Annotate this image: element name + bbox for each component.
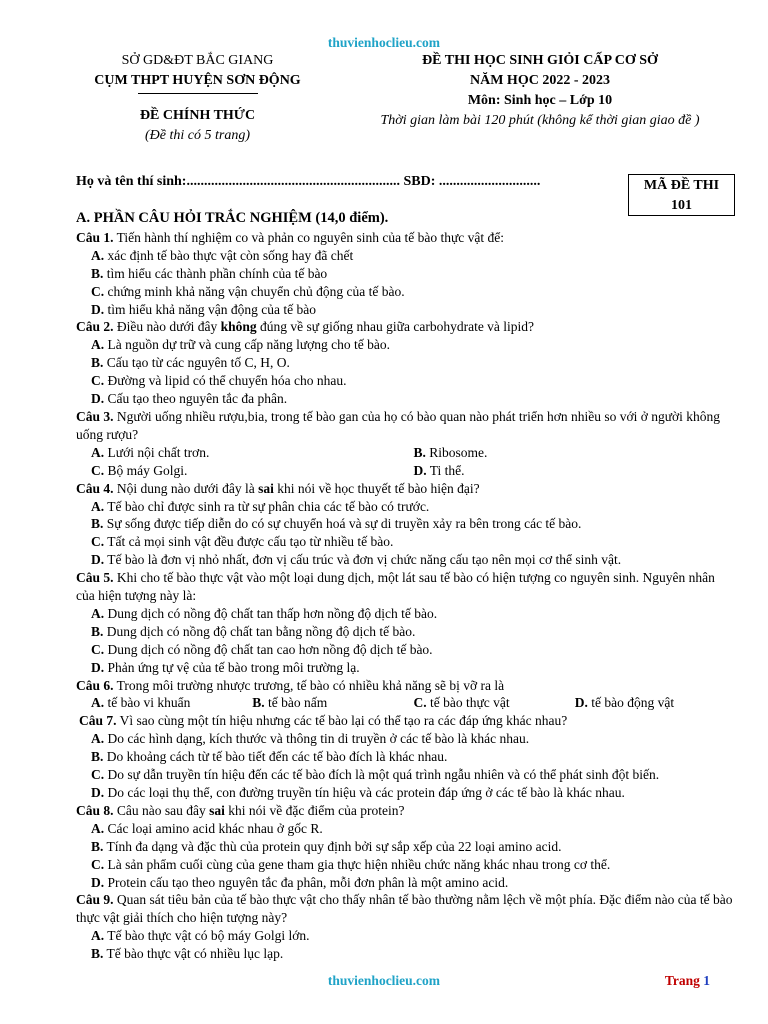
option-letter: C. xyxy=(91,534,105,550)
exam-code-value: 101 xyxy=(671,198,692,213)
option-c xyxy=(76,641,736,659)
option-text: Là sản phẩm cuối cùng của gene tham gia thực hiện nhiều chức năng khác nhau trong cơ thể. xyxy=(104,856,611,872)
option-d xyxy=(76,784,736,802)
option-letter: B. xyxy=(91,623,104,639)
option-a xyxy=(76,927,736,945)
option-text: tế bào nấm xyxy=(264,695,328,711)
option-text: tế bào thực vật xyxy=(426,695,510,711)
option-letter: C. xyxy=(91,767,105,783)
question-text: Điều nào dưới đây xyxy=(113,319,221,335)
option-d xyxy=(76,301,736,319)
options-row xyxy=(76,444,736,462)
option-text: Tất cả mọi sinh vật đều được cấu tạo từ nhiều tế bào. xyxy=(104,534,394,550)
option-b xyxy=(76,515,736,533)
question-label: Câu 2. xyxy=(76,319,114,335)
option-letter: C. xyxy=(91,856,105,872)
option-b xyxy=(76,945,736,963)
exam-code-label: MÃ ĐỀ THI xyxy=(643,178,720,193)
option-a xyxy=(76,730,736,748)
page-label: Trang xyxy=(664,973,700,988)
option-text: Dung dịch có nồng độ chất tan thấp hơn nồng độ dịch tế bào. xyxy=(104,605,438,621)
option-b xyxy=(252,694,413,712)
question-text: khi nói về học thuyết tế bào hiện đại? xyxy=(273,480,480,496)
option-d xyxy=(76,659,736,677)
header-left xyxy=(70,51,325,146)
option-text: Tế bào chỉ được sinh ra từ sự phân chia các tế bào có trước. xyxy=(104,498,430,514)
option-letter: D. xyxy=(91,391,105,407)
option-text: Do khoảng cách từ tế bào tiết đến các tế bào đích là khác nhau. xyxy=(103,749,448,765)
question-2 xyxy=(76,318,736,336)
question-text: Người uống nhiều rượu,bia, trong tế bào gan của họ có bào quan nào phát triển hơn nhiều so với ở người không uống rượu? xyxy=(76,408,721,442)
option-a xyxy=(76,247,736,265)
official-label: ĐỀ CHÍNH THỨC xyxy=(139,108,256,123)
option-text: Tế bào là đơn vị nhỏ nhất, đơn vị cấu trúc và đơn vị chức năng cấu tạo nên mọi cơ thể sinh vật. xyxy=(104,552,622,568)
option-text: Bộ máy Golgi. xyxy=(104,462,188,478)
option-letter: B. xyxy=(413,444,426,460)
question-text: đúng về sự giống nhau giữa carbohydrate và lipid? xyxy=(256,319,535,335)
option-text: Phản ứng tự vệ của tế bào trong môi trường lạ. xyxy=(104,659,360,675)
question-text: Trong môi trường nhược trương, tế bào có nhiều khả năng sẽ bị vỡ ra là xyxy=(113,677,505,693)
question-label: Câu 5. xyxy=(76,570,114,586)
question-5 xyxy=(76,569,736,605)
subject: Môn: Sinh học – Lớp 10 xyxy=(467,93,613,108)
option-text: Tế bào thực vật có bộ máy Golgi lớn. xyxy=(104,928,310,944)
option-c xyxy=(76,856,736,874)
option-b xyxy=(414,444,737,462)
option-a xyxy=(76,820,736,838)
option-letter: A. xyxy=(91,337,105,353)
watermark-top[interactable]: thuvienhoclieu.com xyxy=(327,35,441,50)
question-text: khi nói về đặc điểm của protein? xyxy=(224,802,405,818)
option-b xyxy=(76,354,736,372)
option-text: Lưới nội chất trơn. xyxy=(104,444,210,460)
question-7 xyxy=(76,712,736,730)
question-text: Quan sát tiêu bản của tế bào thực vật cho thấy nhân tế bào thường nằm lệch về một phía. Đặc điểm nào của tế bào thực vật giải thích cho hiện tượng này? xyxy=(76,892,733,926)
option-d xyxy=(76,551,736,569)
option-text: Là nguồn dự trữ và cung cấp năng lượng cho tế bào. xyxy=(104,337,391,353)
question-text: Khi cho tế bào thực vật vào một loại dung dịch, một lát sau tế bào có hiện tượng co nguyên sinh. Nguyên nhân của hiện tượng này là: xyxy=(76,570,715,604)
option-text: Do các loại thụ thể, con đường truyền tín hiệu và các protein đáp ứng ở các tế bào là khác nhau. xyxy=(104,785,625,800)
question-label: Câu 9. xyxy=(76,892,114,908)
option-letter: B. xyxy=(91,749,104,765)
candidate-info-line: Họ và tên thí sinh:............................................................. SBD: ............................. xyxy=(76,174,541,189)
question-label: Câu 6. xyxy=(76,677,114,693)
question-1 xyxy=(76,229,736,247)
option-c xyxy=(76,283,736,301)
option-b xyxy=(76,838,736,856)
question-emphasis: không xyxy=(220,319,257,335)
question-text: Nội dung nào dưới đây là xyxy=(113,480,259,496)
option-letter: A. xyxy=(91,498,105,514)
option-letter: C. xyxy=(91,641,105,657)
option-text: Protein cấu tạo theo nguyên tắc đa phân, mỗi đơn phân là một amino acid. xyxy=(104,874,509,890)
option-text: tế bào vi khuẩn xyxy=(104,695,191,711)
question-4 xyxy=(76,480,736,498)
option-text: Sự sống được tiếp diễn do có sự chuyển hoá và sự di truyền xảy ra bên trong các tế bào. xyxy=(103,516,582,532)
question-text: Vì sao cùng một tín hiệu nhưng các tế bào lại có thể tạo ra các đáp ứng khác nhau? xyxy=(116,713,568,729)
option-letter: B. xyxy=(91,265,104,281)
question-9 xyxy=(76,891,736,927)
option-letter: D. xyxy=(91,874,105,890)
option-b xyxy=(76,623,736,641)
options-row xyxy=(76,694,736,712)
option-letter: D. xyxy=(574,695,588,711)
question-3 xyxy=(76,408,736,444)
option-c xyxy=(414,694,575,712)
option-letter: B. xyxy=(91,838,104,854)
option-text: tìm hiểu khả năng vận động của tế bào xyxy=(104,301,316,317)
time-limit: Thời gian làm bài 120 phút (không kể thời gian giao đề ) xyxy=(380,113,700,128)
option-text: Các loại amino acid khác nhau ở gốc R. xyxy=(104,820,323,836)
option-text: Đường và lipid có thể chuyển hóa cho nhau. xyxy=(104,373,347,389)
question-text: Câu nào sau đây xyxy=(113,802,210,818)
option-a xyxy=(76,336,736,354)
option-letter: D. xyxy=(91,659,105,675)
option-letter: A. xyxy=(91,695,105,711)
option-text: Tính đa dạng và đặc thù của protein quy định bởi sự sắp xếp của 22 loại amino acid. xyxy=(103,838,562,854)
option-a xyxy=(91,444,414,462)
option-letter: B. xyxy=(252,695,265,711)
watermark-bottom[interactable]: thuvienhoclieu.com xyxy=(327,973,441,988)
question-emphasis: sai xyxy=(209,802,225,818)
option-c xyxy=(91,462,414,480)
option-letter: D. xyxy=(91,301,105,317)
option-d xyxy=(76,390,736,408)
question-8 xyxy=(76,802,736,820)
question-label: Câu 3. xyxy=(76,408,114,424)
option-text: Ribosome. xyxy=(425,444,488,460)
option-text: Cấu tạo từ các nguyên tố C, H, O. xyxy=(103,355,290,371)
option-letter: B. xyxy=(91,516,104,532)
option-letter: C. xyxy=(91,373,105,389)
exam-title: ĐỀ THI HỌC SINH GIỎI CẤP CƠ SỞ xyxy=(422,53,658,68)
option-letter: A. xyxy=(91,605,105,621)
page-number xyxy=(665,973,710,989)
option-text: xác định tế bào thực vật còn sống hay đã chết xyxy=(104,247,354,263)
option-letter: D. xyxy=(91,785,105,800)
option-a xyxy=(91,694,252,712)
option-letter: B. xyxy=(91,355,104,371)
option-letter: C. xyxy=(91,283,105,299)
option-text: Dung dịch có nồng độ chất tan cao hơn nồng độ dịch tế bào. xyxy=(104,641,433,657)
option-b xyxy=(76,748,736,766)
question-label: Câu 7. xyxy=(79,713,117,729)
option-d xyxy=(76,874,736,892)
questions xyxy=(76,210,736,963)
header-right xyxy=(345,51,735,131)
school-name: CỤM THPT HUYỆN SƠN ĐỘNG xyxy=(94,73,301,88)
option-d xyxy=(414,462,737,480)
option-c xyxy=(76,533,736,551)
question-label: Câu 8. xyxy=(76,802,114,818)
option-text: Do các hình dạng, kích thước và thông tin di truyền ở các tế bào là khác nhau. xyxy=(104,731,530,747)
option-text: Dung dịch có nồng độ chất tan bằng nồng độ dịch tế bào. xyxy=(103,623,416,639)
option-letter: D. xyxy=(413,462,427,478)
option-letter: A. xyxy=(91,247,105,263)
option-letter: A. xyxy=(91,928,105,944)
option-text: Ti thể. xyxy=(426,462,465,478)
option-c xyxy=(76,372,736,390)
question-6 xyxy=(76,677,736,695)
school-year: NĂM HỌC 2022 - 2023 xyxy=(470,73,610,88)
option-text: chứng minh khả năng vận chuyển chủ động của tế bào. xyxy=(104,283,405,299)
question-text: Tiến hành thí nghiệm co và phản co nguyên sinh của tế bào thực vật để: xyxy=(113,229,505,245)
department-name: SỞ GD&ĐT BẮC GIANG xyxy=(121,53,274,68)
option-text: Do sự dẫn truyền tín hiệu đến các tế bào đích là một quá trình ngẫu nhiên và có thể phát sinh đột biến. xyxy=(104,767,660,783)
pages-note: (Đề thi có 5 trang) xyxy=(145,128,250,143)
option-b xyxy=(76,265,736,283)
option-letter: C. xyxy=(413,695,427,711)
question-label: Câu 1. xyxy=(76,229,114,245)
option-letter: A. xyxy=(91,731,105,747)
option-letter: C. xyxy=(91,462,105,478)
header-divider xyxy=(138,93,258,94)
option-letter: D. xyxy=(91,552,105,568)
option-text: tế bào động vật xyxy=(587,695,675,711)
option-d xyxy=(575,694,736,712)
option-letter: A. xyxy=(91,820,105,836)
section-title: A. PHẦN CÂU HỎI TRẮC NGHIỆM (14,0 điểm). xyxy=(76,210,389,226)
question-label: Câu 4. xyxy=(76,480,114,496)
page-number-value: 1 xyxy=(703,973,710,988)
option-letter: B. xyxy=(91,946,104,962)
option-text: Cấu tạo theo nguyên tắc đa phân. xyxy=(104,391,288,407)
option-c xyxy=(76,766,736,784)
option-a xyxy=(76,605,736,623)
option-text: tìm hiểu các thành phần chính của tế bào xyxy=(103,265,328,281)
options-row xyxy=(76,462,736,480)
option-text: Tế bào thực vật có nhiều lục lạp. xyxy=(103,946,284,962)
option-letter: A. xyxy=(91,444,105,460)
option-a xyxy=(76,498,736,516)
question-emphasis: sai xyxy=(258,480,274,496)
